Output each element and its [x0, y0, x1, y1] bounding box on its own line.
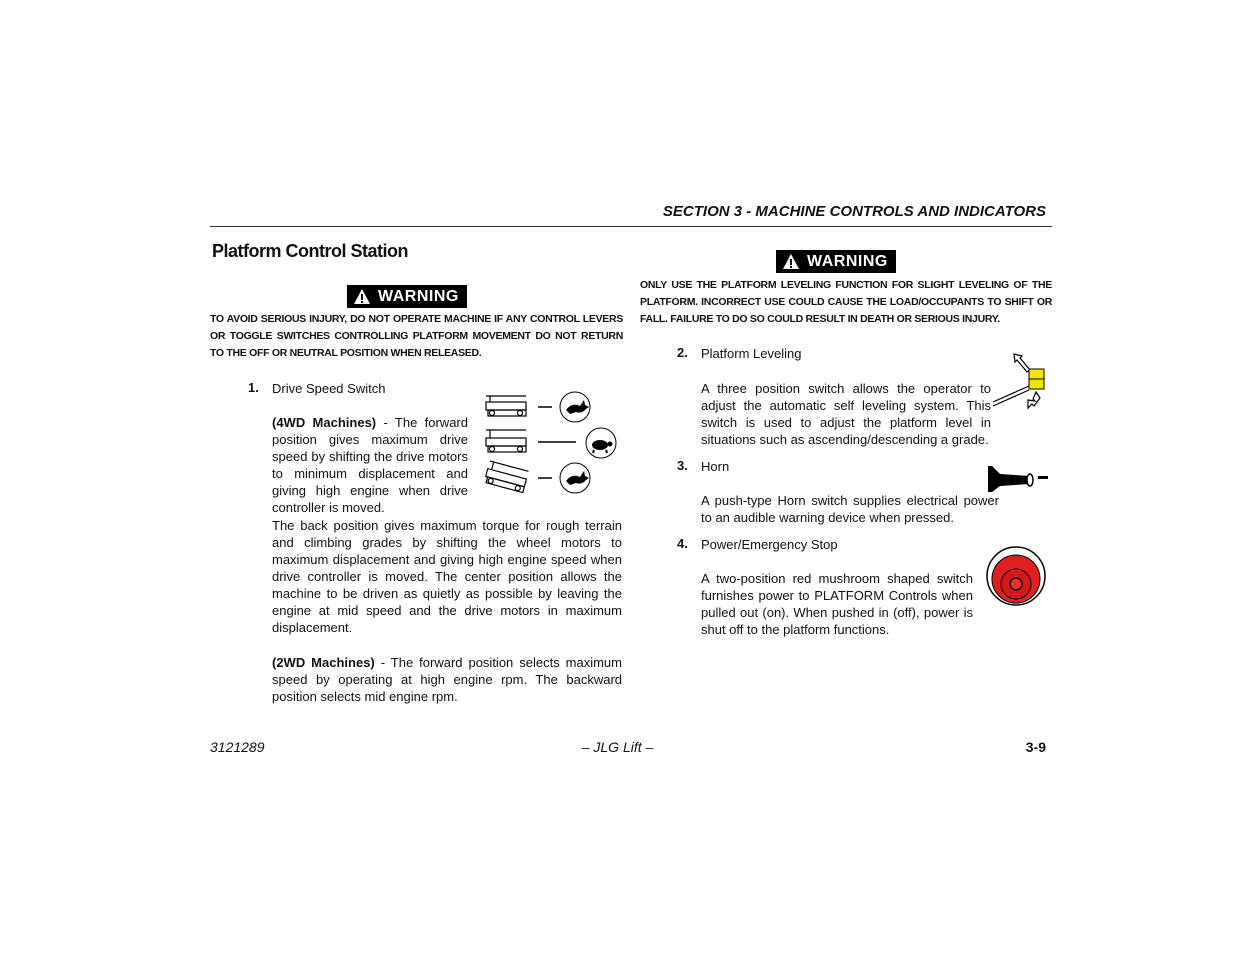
- item-1-2wd-label: (2WD Machines): [272, 655, 375, 670]
- item-3-text: A push-type Horn switch supplies electrical power to an audible warning device when pressed.: [701, 493, 999, 525]
- footer-center: – JLG Lift –: [581, 739, 654, 755]
- item-4-number: 4.: [677, 536, 688, 551]
- warning-triangle-icon: [353, 288, 371, 305]
- item-1-2wd-text: - The forward position selects maximum speed by operating at high engine rpm. The backward position selects mid engine rpm.: [272, 655, 622, 704]
- right-warning-label: WARNING: [807, 253, 888, 270]
- warning-triangle-icon: [782, 253, 800, 270]
- machine-incline-icon: [484, 461, 528, 493]
- header-rule: [210, 226, 1052, 227]
- item-4-title: Power/Emergency Stop: [701, 537, 838, 552]
- drive-speed-switch-illustration: [482, 386, 622, 498]
- rabbit-icon: [560, 392, 590, 422]
- horn-icon: [986, 464, 1050, 494]
- item-1-2wd-paragraph: [272, 654, 622, 705]
- rabbit-icon: [560, 463, 590, 493]
- turtle-icon: [586, 428, 616, 458]
- item-2-text: A three position switch allows the operator to adjust the automatic self leveling system. This switch is used to adjust the platform level in situations such as ascending/descending a grade.: [701, 381, 991, 447]
- left-warning-badge: [347, 285, 467, 308]
- item-1-4wd-paragraph: [272, 414, 468, 516]
- emergency-stop-icon: [985, 545, 1047, 607]
- arrow-down-icon: [1028, 392, 1040, 408]
- footer-doc-number: 3121289: [210, 739, 265, 755]
- item-1-4wd-text: - The forward position gives maximum drive speed by shifting the drive motors to minimum displacement and giving high engine when drive controller is moved.: [272, 415, 468, 515]
- left-warning-text: TO AVOID SERIOUS INJURY, DO NOT OPERATE MACHINE IF ANY CONTROL LEVERS OR TOGGLE SWITCHES CONTROLLING PLATFORM MOVEMENT DO NOT RETURN TO THE OFF OR NEUTRAL POSITION WHEN RELEASED.: [210, 313, 623, 359]
- machine-flat-icon: [486, 430, 526, 452]
- item-4-text: A two-position red mushroom shaped switch furnishes power to PLATFORM Controls when pulled out (on). When pushed in (off), power is shut off to the platform functions.: [701, 571, 973, 637]
- left-warning-label: WARNING: [378, 288, 459, 305]
- machine-flat-icon: [486, 396, 526, 416]
- arrow-up-icon: [1014, 354, 1030, 372]
- item-1-4wd-label: (4WD Machines): [272, 415, 377, 430]
- page-number: 3-9: [1025, 739, 1046, 755]
- item-1-4wd-text-continued: The back position gives maximum torque for rough terrain and climbing grades by shifting the wheel motors to maximum displacement and giving high engine speed when drive controller is moved. The center position allows the machine to be driven as quietly as possible by leaving the engine at mid speed and the drive motors in maximum displacement.: [272, 518, 622, 635]
- item-2-number: 2.: [677, 345, 688, 360]
- item-1-number: 1.: [248, 380, 259, 395]
- right-warning-text: ONLY USE THE PLATFORM LEVELING FUNCTION FOR SLIGHT LEVELING OF THE PLATFORM. INCORRECT USE COULD CAUSE THE LOAD/OCCUPANTS TO SHIFT OR FALL. FAILURE TO DO SO COULD RESULT IN DEATH OR SERIOUS INJURY.: [640, 279, 1052, 325]
- page-heading: Platform Control Station: [212, 241, 408, 261]
- item-3-number: 3.: [677, 458, 688, 473]
- item-2-title: Platform Leveling: [701, 346, 802, 361]
- item-1-title: Drive Speed Switch: [272, 381, 386, 396]
- section-title: SECTION 3 - MACHINE CONTROLS AND INDICATORS: [662, 203, 1046, 220]
- right-warning-badge: [776, 250, 896, 273]
- item-3-title: Horn: [701, 459, 730, 474]
- platform-leveling-switch-icon: [990, 352, 1050, 410]
